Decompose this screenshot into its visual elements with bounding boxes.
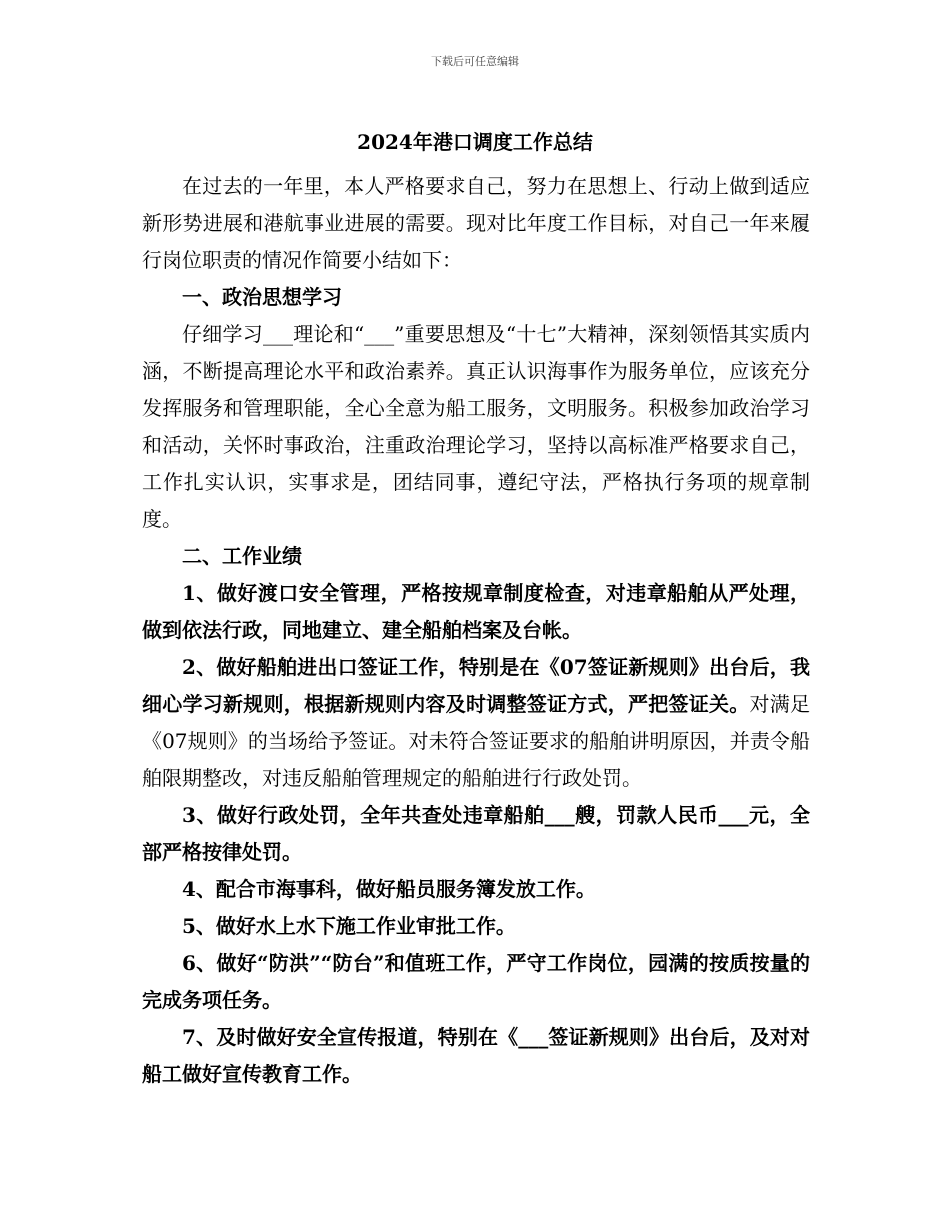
document-title: 2024年港口调度工作总结: [357, 130, 593, 154]
item-2-normal-text: 对满足《07规则》的当场给予签证。对未符合签证要求的船舶讲明原因，并责令船舶限期整改，对违反船舶管理规定的船舶进行行政处罚。: [142, 692, 810, 790]
section1-paragraph: 仔细学习___理论和“___”重要思想及“十七”大精神，深刻领悟其实质内涵，不断提高理论水平和政治素养。真正认识海事作为服务单位，应该充分发挥服务和管理职能，全心全意为船工服务，文明服务。积极参加政治学习和活动，关怀时事政治，注重政治理论学习，坚持以高标准严格要求自己，工作扎实认识，实事求是，团结同事，遵纪守法，严格执行务项的规章制度。: [142, 322, 810, 531]
page-header-note: 下载后可任意编辑: [431, 55, 519, 68]
item-6: 6、做好“防洪”“防台”和值班工作，严守工作岗位，园满的按质按量的完成务项任务。: [142, 951, 810, 1012]
document-body: [142, 168, 810, 1093]
item-2: [142, 649, 810, 797]
item-3: 3、做好行政处罚，全年共查处违章船舶___艘，罚款人民币___元，全部严格按律处罚。: [142, 803, 810, 864]
item-2-bold-text: 2、做好船舶进出口签证工作，特别是在《07签证新规则》出台后，我细心学习新规则，根据新规则内容及时调整签证方式，严把签证关。: [142, 655, 810, 716]
item-4: 4、配合市海事科，做好船员服务簿发放工作。: [182, 877, 596, 901]
intro-paragraph: 在过去的一年里，本人严格要求自己，努力在思想上、行动上做到适应新形势进展和港航事业进展的需要。现对比年度工作目标，对自己一年来履行岗位职责的情况作简要小结如下：: [142, 174, 810, 272]
item-1: 1、做好渡口安全管理，严格按规章制度检查，对违章船舶从严处理，做到依法行政，同地建立、建全船舶档案及台帐。: [142, 581, 810, 642]
section2-heading: 二、工作业绩: [182, 544, 302, 568]
item-5: 5、做好水上水下施工作业审批工作。: [182, 914, 516, 938]
section1-heading: 一、政治思想学习: [182, 285, 342, 309]
item-7: 7、及时做好安全宣传报道，特别在《___签证新规则》出台后，及对对船工做好宣传教育工作。: [142, 1025, 810, 1086]
